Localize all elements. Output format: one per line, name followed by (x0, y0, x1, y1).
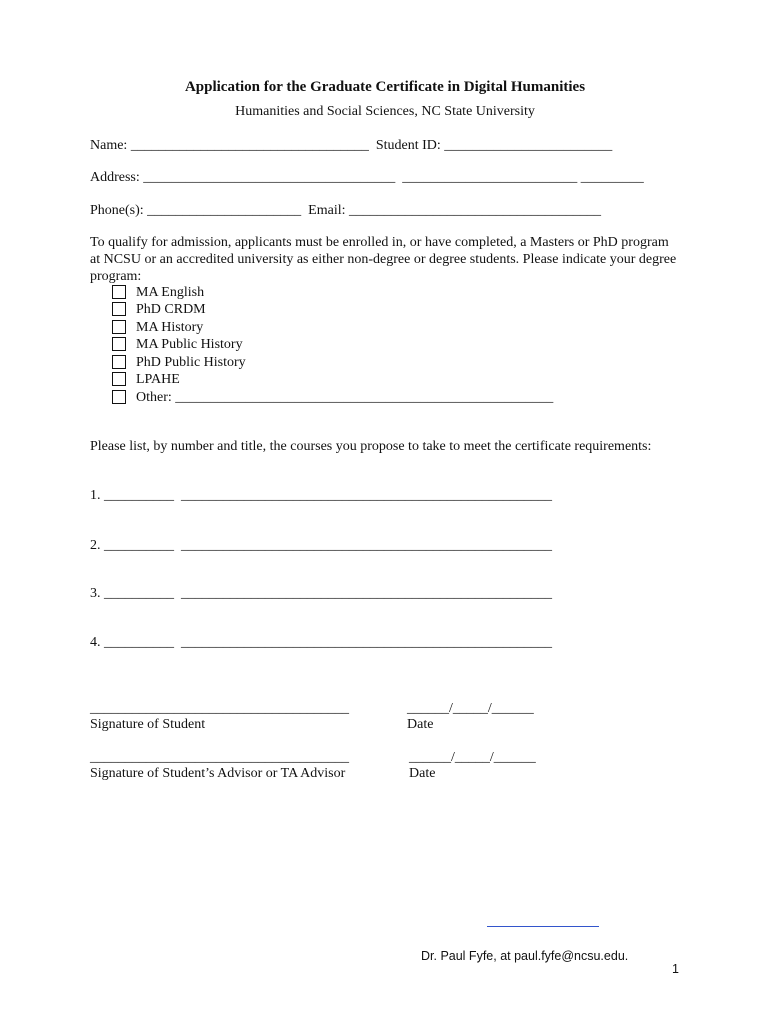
advisor-signature-label: Signature of Student’s Advisor or TA Advisor (90, 766, 346, 781)
course-line-2[interactable]: 2. __________ _____________________________________________________ (90, 538, 552, 553)
advisor-date-label: Date (409, 766, 436, 781)
student-signature-line[interactable]: _____________________________________ (90, 701, 349, 716)
checkbox-phd-crdm[interactable] (112, 302, 126, 316)
program-label-phd-crdm: PhD CRDM (136, 302, 206, 317)
name-student-id-field[interactable]: Name: __________________________________ Student ID: ________________________ (90, 138, 613, 153)
instructions-line: To qualify for admission, applicants must be enrolled in, or have completed, a Masters or PhD program (90, 235, 669, 250)
student-date-field[interactable]: ______/_____/______ (407, 701, 534, 716)
student-signature-label: Signature of Student (90, 717, 206, 732)
checkbox-lpahe[interactable] (112, 372, 126, 386)
page-number: 1 (672, 962, 679, 976)
program-label-ma-public-history: MA Public History (136, 337, 243, 352)
program-label-ma-english: MA English (136, 285, 205, 300)
checkbox-other[interactable] (112, 390, 126, 404)
program-label-ma-history: MA History (136, 320, 204, 335)
address-field[interactable]: Address: ____________________________________ _________________________ _________ (90, 170, 644, 185)
course-line-4[interactable]: 4. __________ _____________________________________________________ (90, 635, 552, 650)
courses-prompt: Please list, by number and title, the courses you propose to take to meet the certificate requirements: (90, 439, 652, 454)
phone-email-field[interactable]: Phone(s): ______________________ Email: ____________________________________ (90, 203, 601, 218)
advisor-date-field[interactable]: ______/_____/______ (409, 750, 536, 765)
checkbox-ma-history[interactable] (112, 320, 126, 334)
checkbox-ma-english[interactable] (112, 285, 126, 299)
course-line-1[interactable]: 1. __________ _____________________________________________________ (90, 488, 552, 503)
program-label-phd-public-history: PhD Public History (136, 355, 246, 370)
student-date-label: Date (407, 717, 434, 732)
checkbox-ma-public-history[interactable] (112, 337, 126, 351)
advisor-signature-line[interactable]: _____________________________________ (90, 750, 349, 765)
instructions-line: at NCSU or an accredited university as either non-degree or degree students. Please indicate your degree (90, 252, 677, 267)
program-other-field[interactable]: Other: ______________________________________________________ (136, 390, 554, 405)
program-label-lpahe: LPAHE (136, 372, 180, 387)
instructions-line: program: (90, 269, 142, 284)
course-line-3[interactable]: 3. __________ _____________________________________________________ (90, 586, 552, 601)
email-link-underline[interactable] (487, 926, 599, 927)
form-subtitle: Humanities and Social Sciences, NC State University (235, 104, 535, 119)
contact-line: Dr. Paul Fyfe, at paul.fyfe@ncsu.edu. (421, 949, 629, 963)
admission-instructions (90, 234, 680, 285)
form-title: Application for the Graduate Certificate in Digital Humanities (184, 79, 586, 95)
checkbox-phd-public-history[interactable] (112, 355, 126, 369)
